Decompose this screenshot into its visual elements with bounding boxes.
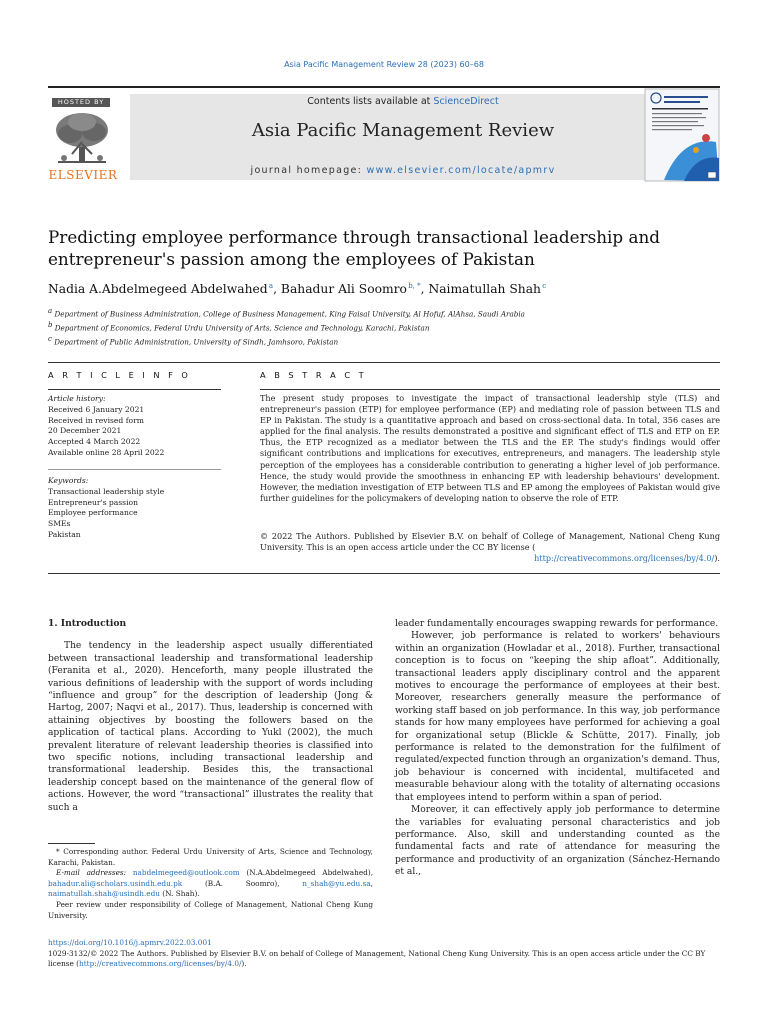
abstract-rule bbox=[260, 389, 720, 390]
section-rule-bottom bbox=[48, 573, 720, 574]
email-link[interactable]: bahadur.ali@scholars.usindh.edu.pk bbox=[48, 878, 183, 888]
email-link[interactable]: nabdelmegeed@outlook.com bbox=[132, 868, 240, 878]
license-note bbox=[48, 949, 720, 970]
author-separator: , bbox=[420, 282, 429, 297]
license-end: ). bbox=[241, 959, 247, 969]
email-owner: (N. Shah). bbox=[162, 889, 200, 899]
footnote-rule bbox=[48, 843, 95, 844]
affiliation-b bbox=[48, 320, 720, 334]
author-1: Nadia A.Abdelmegeed Abdelwahed bbox=[48, 282, 268, 297]
license-link[interactable]: http://creativecommons.org/licenses/by/4.0/ bbox=[79, 959, 242, 969]
history-item: Received in revised form bbox=[48, 415, 144, 425]
affil-text: Department of Public Administration, University of Sindh, Jamhsoro, Pakistan bbox=[54, 337, 339, 347]
publisher-name: ELSEVIER bbox=[48, 168, 118, 182]
page-footer bbox=[48, 938, 720, 970]
elsevier-tree-icon bbox=[50, 110, 114, 168]
body-column-right bbox=[395, 618, 720, 879]
history-item: Accepted 4 March 2022 bbox=[48, 437, 141, 447]
journal-cover-image bbox=[644, 88, 720, 182]
journal-reference[interactable]: Asia Pacific Management Review 28 (2023) 60–68 bbox=[284, 60, 484, 69]
email-label: E-mail addresses: bbox=[56, 868, 127, 878]
paragraph: However, job performance is related to workers' behaviours within an organization (Howladar et al., 2018). Further, transactional conception is to focus on “keeping the ship afloat”. Additionally, transactional leaders apply disciplinary control and the apparent motives to encourage the performance of employees at their best. Moreover, researchers generally measure the performance of working staff based on job performance. In this way, job performance stands for how many employees have performed for achieving a goal for organizational setup (Blickle & Schütte, 2017). Finally, job performance is related to the demonstration for the fulfilment of regulated/expected function through an organization's demand. Thus, job behaviour is concerned with incidental, multifaceted and measurable behaviour along with the totality of alternating occasions that employees intend to perform within a span of period. bbox=[395, 631, 720, 803]
footnotes bbox=[48, 847, 373, 921]
sciencedirect-link[interactable]: ScienceDirect bbox=[433, 96, 499, 107]
paragraph: The tendency in the leadership aspect usually differentiated between transactional leadership and transformational leadership (Feranita et al., 2020). Henceforth, many people illustrated the various definitions of leadership with the support of words including “influence and group” for the description of leadership (Jong & Hartog, 2007; Naqvi et al., 2017). Thus, leadership is concerned with attaining objectives by boosting the followers based on the application of tactical plans. According to Yukl (2002), the much prevalent literature of relevant leadership theories is classified into two specific notions, including transactional leadership and transformational leadership. Besides this, the transactional leadership concept based on the maintenance of the general flow of actions. However, the word “transactional” illustrates the reality that such a bbox=[48, 641, 373, 813]
article-history bbox=[48, 394, 223, 459]
paragraph: leader fundamentally encourages swapping rewards for performance. bbox=[395, 619, 719, 629]
email-link[interactable]: n_shah@yu.edu.sa bbox=[302, 878, 371, 888]
affiliations bbox=[48, 306, 720, 348]
author-2-affil-mark[interactable]: b, * bbox=[408, 282, 421, 290]
abstract-text: The present study proposes to investigate the impact of transactional leadership style (TLS) and entrepreneur's passion (ETP) for employee performance (EP) and mediating role of passion between TLS and EP in Pakistan. The study is a quantitative approach and based on cross-sectional data. In total, 356 cases are applied for the final analysis. The results demonstrated a positive and significant effect of TLS and ETP on EP. Thus, the ETP recognized as a mediator between the TLS and the EP. The study's findings would offer significant contributions and implications for executives, entrepreneurs, and managers. The leadership style perception of the employees has a considerable contribution to generating a higher level of job performance. Hence, the study would provide the smoothness in enhancing EP with leadership behaviours' development. However, the mediation investigation of ETP between TLS and EP among the employees of Pakistan would give further guidelines for the policymakers of developing nation to observe the role of ETP. bbox=[260, 393, 720, 503]
email-owner: (B.A. Soomro), bbox=[204, 878, 280, 888]
keyword: Entrepreneur's passion bbox=[48, 497, 138, 507]
keywords bbox=[48, 476, 223, 541]
section-rule-top bbox=[48, 362, 720, 363]
keyword: Transactional leadership style bbox=[48, 486, 165, 496]
affil-mark: a bbox=[48, 307, 53, 315]
intro-heading: 1. Introduction bbox=[48, 618, 127, 629]
contents-prefix: Contents lists available at bbox=[307, 96, 434, 107]
homepage-prefix: journal homepage: bbox=[250, 165, 367, 176]
history-item: Available online 28 April 2022 bbox=[48, 447, 165, 457]
homepage-line bbox=[130, 165, 676, 176]
author-list bbox=[48, 282, 720, 296]
elsevier-logo[interactable] bbox=[48, 98, 122, 182]
hosted-by-label: HOSTED BY bbox=[52, 98, 110, 107]
history-item: 20 December 2021 bbox=[48, 426, 122, 436]
body-column-left bbox=[48, 618, 373, 814]
journal-header bbox=[48, 86, 720, 182]
author-2: Bahadur Ali Soomro bbox=[280, 282, 407, 297]
abstract-heading: A B S T R A C T bbox=[260, 370, 367, 380]
history-item: Received 6 January 2021 bbox=[48, 404, 145, 414]
journal-banner bbox=[130, 94, 676, 180]
affiliation-a bbox=[48, 306, 720, 320]
affil-text: Department of Business Administration, College of Business Management, King Faisal University, Al Hofuf, AlAhsa, Saudi Arabia bbox=[54, 309, 525, 319]
author-3: Naimatullah Shah bbox=[428, 282, 541, 297]
affil-mark: b bbox=[48, 320, 53, 329]
homepage-link[interactable]: www.elsevier.com/locate/apmrv bbox=[366, 165, 556, 176]
history-label: Article history: bbox=[48, 394, 106, 403]
keywords-label: Keywords: bbox=[48, 476, 89, 485]
email-owner: (N.A.Abdelmegeed Abdelwahed), bbox=[246, 868, 374, 878]
email-link[interactable]: naimatullah.shah@usindh.edu bbox=[48, 889, 160, 899]
keyword: SMEs bbox=[48, 519, 71, 529]
peer-review-note: Peer review under responsibility of College of Management, National Cheng Kung University. bbox=[48, 899, 373, 920]
doi-link[interactable]: https://doi.org/10.1016/j.apmrv.2022.03.001 bbox=[48, 938, 212, 947]
email-note: E-mail addresses: nabdelmegeed@outlook.com (N.A.Abdelmegeed Abdelwahed), bahadur.ali@scholars.usindh.edu.pk (B.A. Soomro), n_shah@yu.edu.sa, naimatullah.shah@usindh.edu (N. Shah). bbox=[48, 868, 374, 899]
article-title: Predicting employee performance through transactional leadership and entrepreneur's passion among the employees of Pakistan bbox=[48, 227, 661, 269]
paragraph: Moreover, it can effectively apply job performance to determine the variables for evaluating personal characteristics and job performance. Also, skill and understanding counted as the fundamental facts and rate of attendance for measuring the performance and productivity of an organization (Sánchez-Hernando et al., bbox=[395, 805, 720, 878]
contents-line bbox=[130, 96, 676, 107]
keywords-rule bbox=[48, 469, 221, 470]
abstract-copyright bbox=[260, 531, 720, 564]
license-link[interactable]: http://creativecommons.org/licenses/by/4.0/ bbox=[534, 553, 715, 564]
article-info-rule bbox=[48, 389, 221, 390]
author-3-affil-mark[interactable]: c bbox=[542, 282, 547, 290]
keyword: Employee performance bbox=[48, 508, 138, 518]
author-separator: , bbox=[273, 282, 281, 297]
copyright-end: ). bbox=[714, 553, 720, 564]
journal-title: Asia Pacific Management Review bbox=[251, 120, 555, 141]
author-1-affil-mark[interactable]: a bbox=[268, 282, 274, 290]
corresponding-author-note: * Corresponding author. Federal Urdu University of Arts, Science and Technology, Karachi, Pakistan. bbox=[48, 847, 373, 867]
affil-text: Department of Economics, Federal Urdu University of Arts, Science and Technology, Karachi, Pakistan bbox=[54, 323, 430, 333]
license-text: 1029-3132/© 2022 The Authors. Published by Elsevier B.V. on behalf of College of Management, National Cheng Kung University. This is an open access article under the CC BY license ( bbox=[48, 948, 706, 969]
affiliation-c bbox=[48, 334, 720, 348]
copyright-text: © 2022 The Authors. Published by Elsevier B.V. on behalf of College of Management, National Cheng Kung University. This is an open access article under the CC BY license ( bbox=[260, 531, 720, 553]
article-info-heading: A R T I C L E I N F O bbox=[48, 370, 191, 380]
affil-mark: c bbox=[48, 334, 52, 343]
keyword: Pakistan bbox=[48, 529, 81, 539]
